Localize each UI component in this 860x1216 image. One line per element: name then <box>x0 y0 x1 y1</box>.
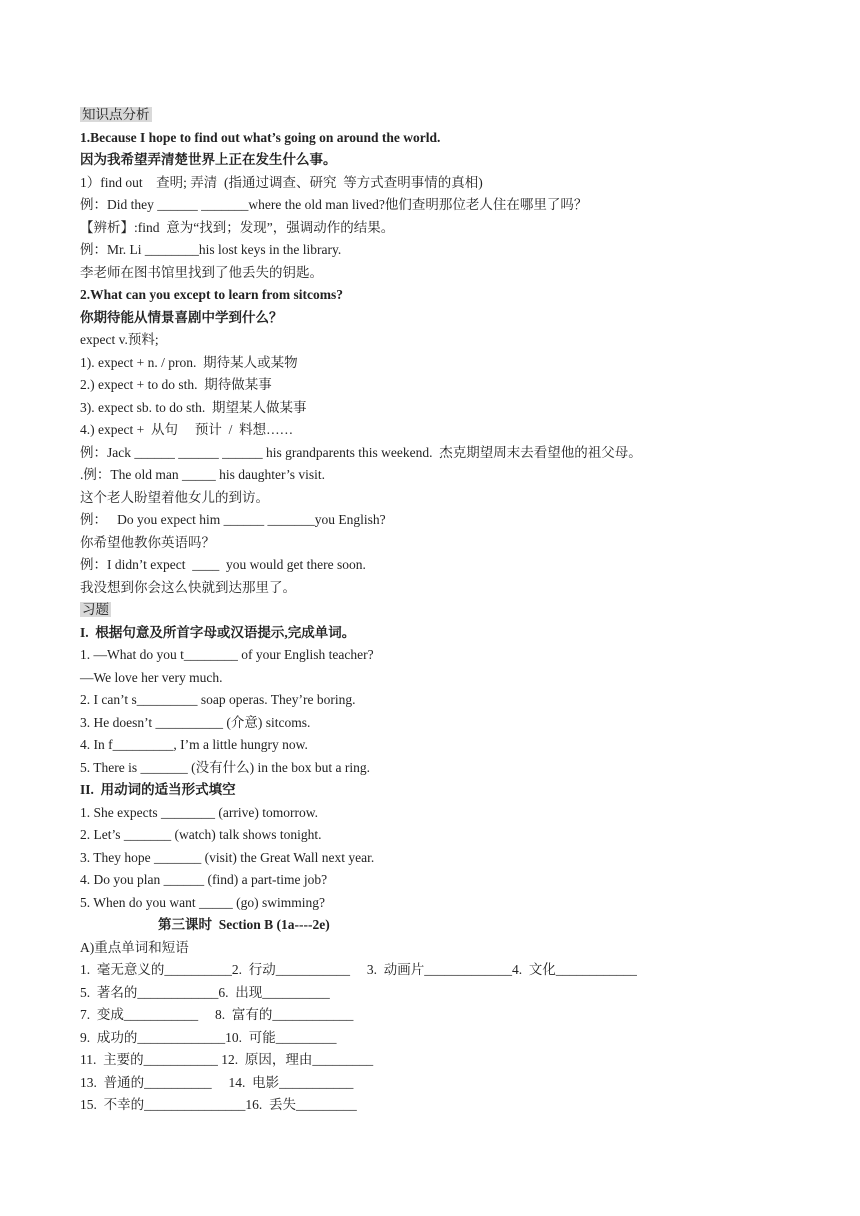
point1-sentence: .Because I hope to find out what’s going on around the world. <box>86 129 441 145</box>
point2-line: 你希望他教你英语吗？ <box>80 534 215 550</box>
point2-line: 2.) expect + to do sth. 期待做某事 <box>80 377 272 392</box>
exercise2-item: 5. When do you want _____ (go) swimming? <box>80 894 325 910</box>
vocab-line: 13. 普通的__________ 14. 电影___________ <box>80 1074 354 1090</box>
exercise2-item: 3. They hope _______ (visit) the Great Wall next year. <box>80 849 375 865</box>
point2-line: 4.) expect + 从句 预计 / 料想…… <box>80 422 294 437</box>
point1-line: 1）find out 查明; 弄清 (指通过调查、研究 等方式查明事情的真相) <box>80 174 483 190</box>
point2-line: 例： Do you expect him ______ _______you English? <box>80 512 386 527</box>
lesson-title: 第三课时 Section B (1a----2e) <box>158 917 330 932</box>
point2-translation: 你期待能从情景喜剧中学到什么？ <box>80 309 283 325</box>
point1-title <box>80 127 780 150</box>
point1-line: 例：Did they ______ _______where the old man lived?他们查明那位老人住在哪里了吗？ <box>80 197 588 212</box>
point2-line: .例：The old man _____ his daughter’s visit. <box>80 467 325 482</box>
point2-line: 3). expect sb. to do sth. 期望某人做某事 <box>80 399 307 415</box>
exercise2-item: 4. Do you plan ______ (find) a part-time job? <box>80 872 328 887</box>
exercise2-item: 2. Let’s _______ (watch) talk shows tonight. <box>80 827 322 842</box>
exercise1-item: 1. —What do you t________ of your English teacher? <box>80 647 374 662</box>
exercise1-title: I. 根据句意及所首字母或汉语提示,完成单词。 <box>80 624 356 640</box>
point2-line: 这个老人盼望着他女儿的到访。 <box>80 489 269 505</box>
point2-line: 例：Jack ______ ______ ______ his grandparents this weekend. 杰克期望周末去看望他的祖父母。 <box>80 444 642 460</box>
point1-line: 李老师在图书馆里找到了他丢失的钥匙。 <box>80 264 323 280</box>
section-heading <box>80 599 780 622</box>
vocab-line: 11. 主要的___________ 12. 原因，理由_________ <box>80 1052 374 1067</box>
vocab-line: 7. 变成___________ 8. 富有的____________ <box>80 1007 354 1022</box>
point1-line: 例：Mr. Li ________his lost keys in the library. <box>80 242 342 257</box>
exercise1-item: 2. I can’t s_________ soap operas. They’re boring. <box>80 692 356 707</box>
point2-line: 1). expect + n. / pron. 期待某人或某物 <box>80 354 298 370</box>
exercise1-item: 5. There is _______ (没有什么) in the box but a ring. <box>80 759 370 775</box>
exercise1-item: 4. In f_________, I’m a little hungry now. <box>80 737 308 752</box>
document-page <box>80 104 780 1117</box>
point2-line: 我没想到你会这么快就到达那里了。 <box>80 579 296 595</box>
exercise2-item: 1. She expects ________ (arrive) tomorrow. <box>80 804 318 820</box>
point2-title: 2.What can you except to learn from sitcoms? <box>80 287 343 302</box>
vocab-line: 9. 成功的_____________10. 可能_________ <box>80 1029 337 1045</box>
point1-translation: 因为我希望弄清楚世界上正在发生什么事。 <box>80 152 337 167</box>
vocab-line: 5. 著名的____________6. 出现__________ <box>80 984 330 1000</box>
vocab-line: 15. 不幸的_______________16. 丢失_________ <box>80 1097 357 1112</box>
exercise2-title: II. 用动词的适当形式填空 <box>80 782 236 797</box>
exercise1-item: —We love her very much. <box>80 669 223 685</box>
section-heading <box>80 104 780 127</box>
point1-number: 1 <box>80 129 87 145</box>
vocab-title: A)重点单词和短语 <box>80 939 189 955</box>
heading-knowledge: 知识点分析 <box>82 107 150 122</box>
point2-line: expect v.预料; <box>80 332 159 347</box>
exercise1-item: 3. He doesn’t __________ (介意) sitcoms. <box>80 714 311 730</box>
point2-line: 例：I didn’t expect ____ you would get there soon. <box>80 557 366 572</box>
heading-exercises: 习题 <box>82 602 109 617</box>
vocab-line: 1. 毫无意义的__________2. 行动___________ 3. 动画片_____________4. 文化____________ <box>80 962 637 977</box>
point1-line: 【辨析】:find 意为“找到；发现”，强调动作的结果。 <box>80 219 395 235</box>
